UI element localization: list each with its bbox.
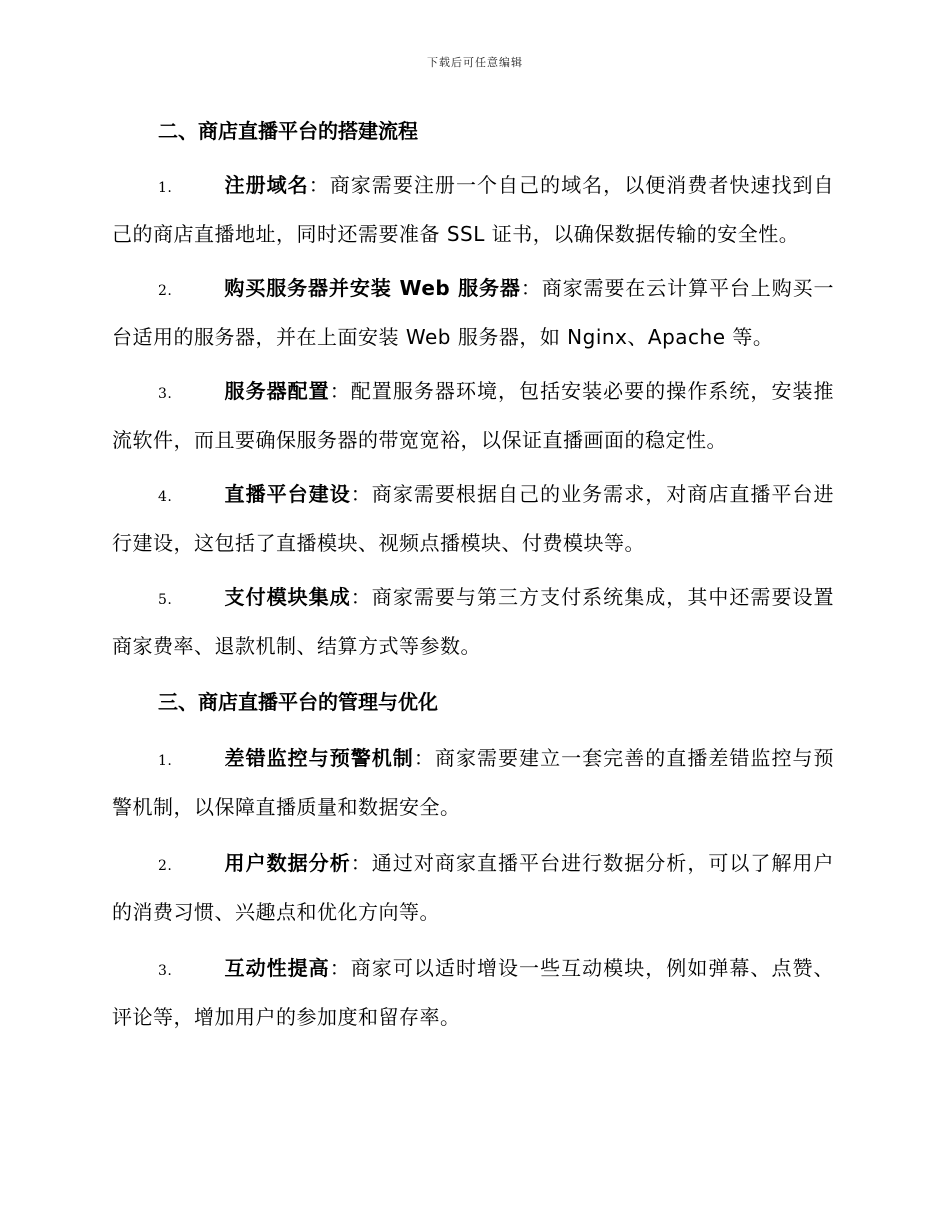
item-separator: ：: [308, 173, 330, 197]
item-number: 1.: [158, 180, 173, 196]
item-term: 服务器配置: [224, 379, 330, 403]
item-term: 互动性提高: [224, 956, 330, 980]
item-separator: ：: [350, 851, 372, 875]
item-separator: ：: [413, 746, 435, 770]
item-text: 商家需要与第三方支付系统集成，其中还需要设置商家费率、退款机制、结算方式等参数。: [112, 585, 835, 658]
item-text: 商家需要在云计算平台上购买一台适用的服务器，并在上面安装 Web 服务器，如 Nginx、Apache 等。: [112, 276, 835, 349]
item-term: 支付模块集成: [224, 585, 351, 609]
item-term: 用户数据分析: [224, 851, 351, 875]
list-item: [112, 574, 834, 669]
item-separator: ：: [329, 379, 351, 403]
item-term: 注册域名: [224, 173, 309, 197]
section-heading-2: 二、商店直播平台的搭建流程: [158, 119, 418, 143]
item-separator: ：: [350, 585, 372, 609]
item-text: 商家需要注册一个自己的域名，以便消费者快速找到自己的商店直播地址，同时还需要准备 SSL 证书，以确保数据传输的安全性。: [112, 173, 835, 246]
header-note: 下载后可任意编辑: [427, 56, 523, 69]
item-text: 配置服务器环境，包括安装必要的操作系统，安装推流软件，而且要确保服务器的带宽宽裕，以保证直播画面的稳定性。: [112, 379, 835, 452]
item-number: 1.: [158, 753, 173, 769]
list-item: [112, 368, 834, 463]
item-term: 直播平台建设: [224, 482, 351, 506]
list-item: [112, 265, 834, 360]
item-number: 3.: [158, 963, 173, 979]
item-number: 2.: [158, 283, 173, 299]
item-number: 3.: [158, 386, 173, 402]
document-body: [112, 108, 834, 1040]
item-text: 通过对商家直播平台进行数据分析，可以了解用户的消费习惯、兴趣点和优化方向等。: [112, 851, 835, 924]
item-number: 2.: [158, 858, 173, 874]
list-item: [112, 471, 834, 566]
item-text: 商家需要建立一套完善的直播差错监控与预警机制，以保障直播质量和数据安全。: [112, 746, 835, 819]
item-text: 商家可以适时增设一些互动模块，例如弹幕、点赞、评论等，增加用户的参加度和留存率。: [112, 956, 835, 1029]
list-item: [112, 840, 834, 935]
list-item: [112, 945, 834, 1040]
item-text: 商家需要根据自己的业务需求，对商店直播平台进行建设，这包括了直播模块、视频点播模块、付费模块等。: [112, 482, 835, 555]
item-separator: ：: [329, 956, 351, 980]
item-separator: ：: [350, 482, 372, 506]
item-separator: ：: [520, 276, 542, 300]
item-term: 购买服务器并安装 Web 服务器: [224, 276, 521, 300]
list-item: [112, 162, 834, 257]
section-heading-3: 三、商店直播平台的管理与优化: [158, 690, 438, 714]
item-number: 5.: [158, 592, 173, 608]
list-item: [112, 735, 834, 830]
item-term: 差错监控与预警机制: [224, 746, 414, 770]
item-number: 4.: [158, 489, 173, 505]
